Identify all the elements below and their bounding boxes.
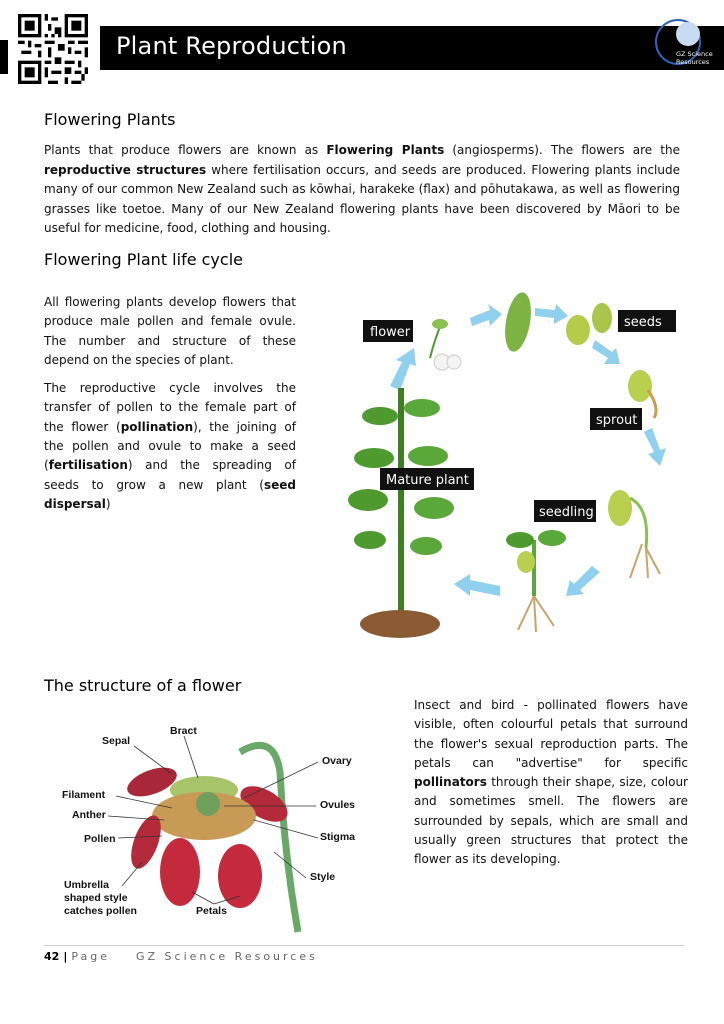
- qr-code[interactable]: [18, 14, 88, 84]
- flower-structure-diagram: [44, 712, 384, 940]
- label-umbrella: Umbrella: [64, 879, 109, 891]
- body-text: ): [105, 496, 111, 511]
- life-cycle-paragraph-2: [44, 379, 296, 514]
- label-catches-pollen: catches pollen: [64, 905, 137, 917]
- label-filament: Filament: [62, 789, 106, 801]
- label-sprout: sprout: [596, 413, 638, 428]
- footer-separator: |: [63, 950, 68, 963]
- mature-plant: [348, 388, 454, 638]
- page-word: Page: [71, 950, 110, 963]
- header-bar: [100, 26, 724, 70]
- pod-stage: [501, 290, 535, 353]
- label-flower: flower: [370, 325, 411, 340]
- label-stigma: Stigma: [320, 831, 356, 843]
- section-heading-flowering-plants: Flowering Plants: [44, 110, 176, 129]
- left-accent-bar: [0, 40, 8, 74]
- label-mature-plant: Mature plant: [386, 473, 469, 488]
- seedling-right: [608, 490, 660, 578]
- keyword-text: reproductive structures: [44, 162, 207, 177]
- seeds-stage: [566, 303, 612, 345]
- flowering-plants-paragraph: [44, 141, 680, 239]
- label-seeds: seeds: [624, 315, 662, 330]
- label-style: Style: [310, 871, 336, 883]
- label-anther: Anther: [72, 809, 106, 821]
- life-cycle-paragraph-1: All flowering plants develop flowers that produce male pollen and female ovule. The number and structure of these depend on the species of plant.: [44, 295, 296, 367]
- keyword-text: pollination: [120, 419, 194, 434]
- label-petals: Petals: [196, 905, 227, 917]
- keyword-text: fertilisation: [48, 458, 128, 473]
- page-number: 42: [44, 950, 60, 963]
- life-cycle-text: [44, 293, 296, 514]
- label-ovary: Ovary: [322, 755, 352, 767]
- body-text: Insect and bird - pollinated flowers have visible, often colourful petals that surround the flower's sexual reproduction parts. The petals can "advertise" for specific: [414, 698, 688, 770]
- page-title: Plant Reproduction: [116, 32, 347, 60]
- label-bract: Bract: [170, 725, 197, 737]
- flower-stage: [430, 319, 461, 370]
- label-sepal: Sepal: [102, 735, 131, 747]
- body-text: (angiosperms). The flowers are the: [444, 143, 680, 157]
- keyword-text: pollinators: [414, 775, 487, 790]
- flower-structure-paragraph: [414, 696, 688, 870]
- section-heading-flower-structure: The structure of a flower: [44, 676, 242, 695]
- body-text: ) and the spreading of seeds to grow a new plant (: [44, 458, 296, 492]
- life-cycle-diagram: [330, 278, 680, 650]
- keyword-text: seed dispersal: [44, 477, 296, 511]
- label-seedling: seedling: [539, 505, 594, 520]
- body-text: where fertilisation occurs, and seeds are produced. Flowering plants include many of our common New Zealand such as kōwhai, harakeke (flax) and pōhutakawa, as well as flowering grasses like toetoe. Many of our New Zealand flowering plants have been discovered by Māori to be useful for medicine, food, clothing and housing.: [44, 162, 680, 235]
- section-heading-life-cycle: Flowering Plant life cycle: [44, 250, 243, 269]
- body-text: through their shape, size, colour and sometimes smell. The flowers are surrounded by sepals, which are small and usually green structures that protect the flower as its developing.: [414, 775, 688, 867]
- footer-divider: [44, 945, 684, 946]
- keyword-text: Flowering Plants: [326, 143, 445, 157]
- footer-brand: GZ Science Resources: [135, 950, 318, 963]
- seedling-left: [506, 530, 566, 632]
- page-footer: [44, 950, 318, 963]
- label-ovules: Ovules: [320, 799, 356, 811]
- label-shaped-style: shaped style: [64, 892, 128, 904]
- body-text: The reproductive cycle involves the transfer of pollen to the female part of the flower (: [44, 381, 296, 434]
- body-text: Plants that produce flowers are known as: [44, 143, 327, 157]
- body-text: ), the joining of the pollen and ovule to make a seed (: [44, 419, 296, 473]
- label-pollen: Pollen: [84, 833, 116, 845]
- logo-text: GZ Science Resources: [676, 50, 713, 66]
